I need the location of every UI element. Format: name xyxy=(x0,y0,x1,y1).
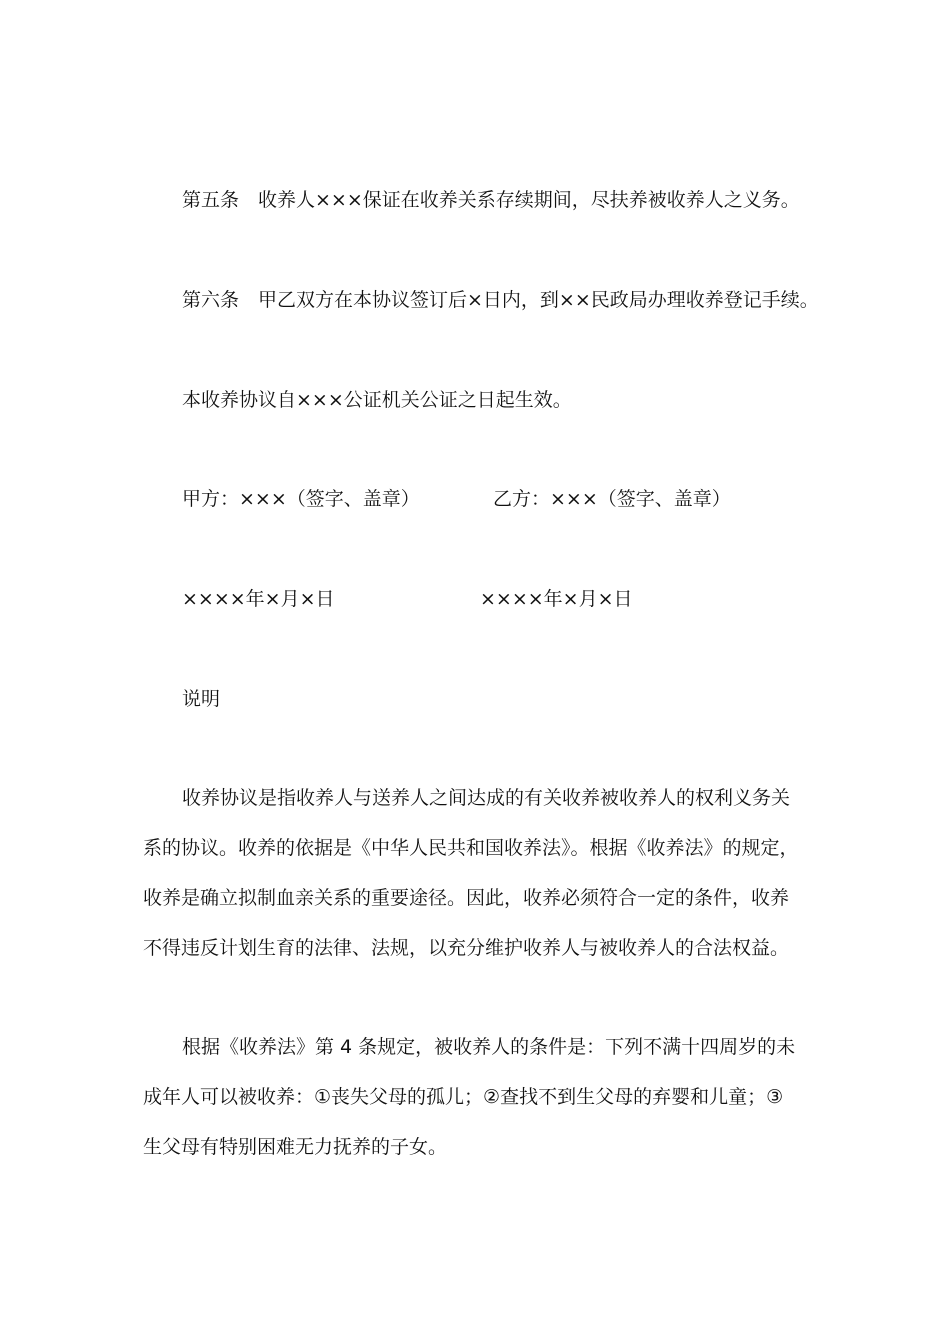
notes-para2-line: 生父母有特别困难无力抚养的子女。 xyxy=(143,1136,448,1158)
party-a-signature: 甲方：×××（签字、盖章） xyxy=(182,488,420,510)
article-6: 第六条 甲乙双方在本协议签订后×日内，到××民政局办理收养登记手续。 xyxy=(182,289,819,311)
party-a-date: ××××年×月×日 xyxy=(182,588,335,610)
notes-heading: 说明 xyxy=(182,688,221,710)
party-b-date: ××××年×月×日 xyxy=(480,588,633,610)
notes-para1-line: 收养是确立拟制血亲关系的重要途径。因此，收养必须符合一定的条件，收养 xyxy=(143,887,790,909)
notes-para1-line: 不得违反计划生育的法律、法规，以充分维护收养人与被收养人的合法权益。 xyxy=(143,937,790,959)
notes-para1-line: 收养协议是指收养人与送养人之间达成的有关收养被收养人的权利义务关 xyxy=(182,787,791,809)
effect-clause: 本收养协议自×××公证机关公证之日起生效。 xyxy=(182,389,572,411)
notes-para1-line: 系的协议。收养的依据是《中华人民共和国收养法》。根据《收养法》的规定， xyxy=(143,837,799,859)
notes-para2-line: 根据《收养法》第 4 条规定，被收养人的条件是：下列不满十四周岁的未 xyxy=(182,1036,796,1058)
notes-para2-line: 成年人可以被收养：①丧失父母的孤儿；②查找不到生父母的弃婴和儿童；③ xyxy=(143,1086,784,1108)
party-b-signature: 乙方：×××（签字、盖章） xyxy=(493,488,731,510)
article-5: 第五条 收养人×××保证在收养关系存续期间，尽扶养被收养人之义务。 xyxy=(182,189,800,211)
